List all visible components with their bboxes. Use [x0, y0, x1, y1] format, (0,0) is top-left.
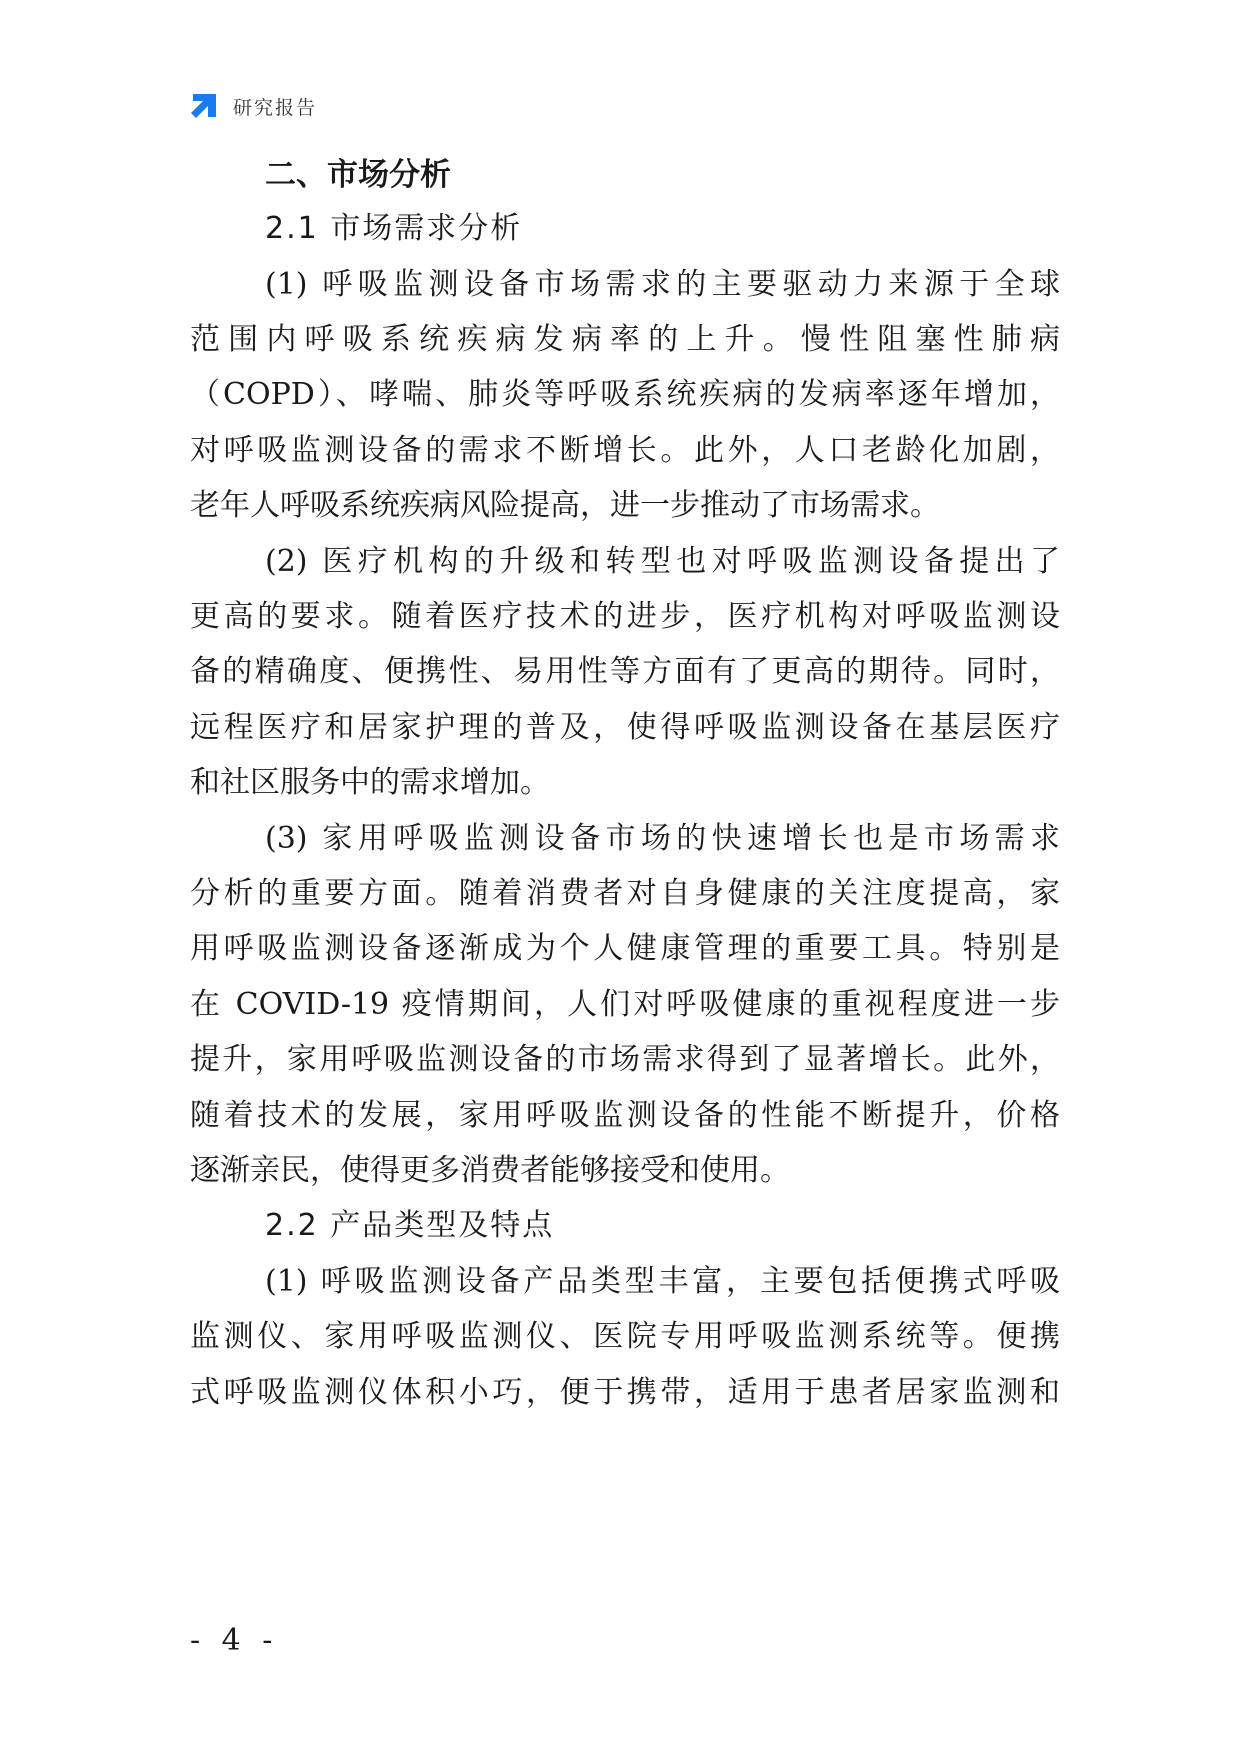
paragraph-line: (2) 医疗机构的升级和转型也对呼吸监测设备提出了: [265, 544, 1060, 579]
paragraph-line: 和社区服务中的需求增加。: [190, 765, 550, 800]
paragraph-line: (1) 呼吸监测设备市场需求的主要驱动力来源于全球: [265, 267, 1060, 302]
paragraph-line: 式呼吸监测仪体积小巧，便于携带，适用于患者居家监测和: [190, 1375, 1060, 1410]
paragraph-line: 远程医疗和居家护理的普及，使得呼吸监测设备在基层医疗: [190, 710, 1060, 745]
paragraph-line: 监测仪、家用呼吸监测仪、医院专用呼吸监测系统等。便携: [190, 1319, 1060, 1354]
paragraph-line: (3) 家用呼吸监测设备市场的快速增长也是市场需求: [265, 821, 1060, 856]
paragraph-line: 备的精确度、便携性、易用性等方面有了更高的期待。同时，: [190, 654, 1060, 689]
paragraph-line: 在 COVID-19 疫情期间，人们对呼吸健康的重视程度进一步: [190, 987, 1060, 1022]
paragraph-line: 对呼吸监测设备的需求不断增长。此外，人口老龄化加剧，: [190, 433, 1060, 468]
header-label: 研究报告: [233, 96, 318, 119]
report-header: [187, 88, 317, 124]
paragraph-line: （COPD）、哮喘、肺炎等呼吸系统疾病的发病率逐年增加，: [190, 377, 1060, 412]
paragraph-line: 提升，家用呼吸监测设备的市场需求得到了显著增长。此外，: [190, 1042, 1060, 1077]
paragraph-line: 范围内呼吸系统疾病发病率的上升。慢性阻塞性肺病: [190, 322, 1060, 357]
paragraph-line: 分析的重要方面。随着消费者对自身健康的关注度提高，家: [190, 876, 1060, 911]
paragraph-line: 用呼吸监测设备逐渐成为个人健康管理的重要工具。特别是: [190, 931, 1060, 966]
paragraph-line: 老年人呼吸系统疾病风险提高，进一步推动了市场需求。: [190, 488, 940, 523]
paragraph-line: 更高的要求。随着医疗技术的进步，医疗机构对呼吸监测设: [190, 599, 1060, 634]
paragraph-line: 随着技术的发展，家用呼吸监测设备的性能不断提升，价格: [190, 1098, 1060, 1133]
paragraph-line: 逐渐亲民，使得更多消费者能够接受和使用。: [190, 1153, 790, 1188]
subsection-title-2-2: 2.2 产品类型及特点: [265, 1208, 555, 1243]
page-number: - 4 -: [190, 1623, 279, 1658]
paragraph-line: (1) 呼吸监测设备产品类型丰富，主要包括便携式呼吸: [265, 1264, 1060, 1299]
section-title: 二、市场分析: [265, 157, 451, 193]
arrow-logo-icon: [187, 89, 221, 123]
subsection-title-2-1: 2.1 市场需求分析: [265, 211, 523, 246]
